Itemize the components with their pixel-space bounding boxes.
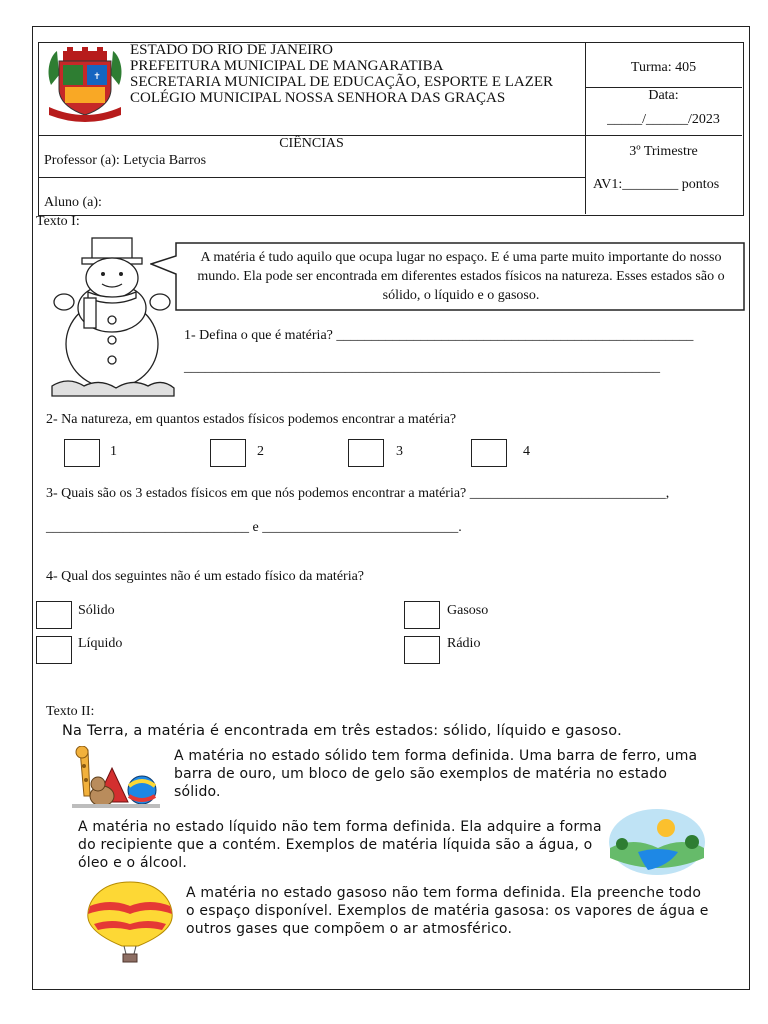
option-label: 2 xyxy=(257,444,264,459)
question-2: 2- Na natureza, em quantos estados físicos podemos encontrar a matéria? xyxy=(46,412,457,427)
question-3: 3- Quais são os 3 estados físicos em que nós podemos encontrar a matéria? ____________________________, xyxy=(46,486,670,501)
student-field[interactable]: Aluno (a): xyxy=(44,195,102,210)
option-label: 1 xyxy=(110,444,117,459)
option-label: 4 xyxy=(523,444,530,459)
checkbox-solid[interactable] xyxy=(36,601,72,629)
checkbox-radio[interactable] xyxy=(404,636,440,664)
professor-label: Professor (a): Letycia Barros xyxy=(44,153,207,168)
checkbox-option-3[interactable] xyxy=(348,439,384,467)
school-line: COLÉGIO MUNICIPAL NOSSA SENHORA DAS GRAÇAS xyxy=(130,90,506,106)
question-1: 1- Defina o que é matéria? ___________________________________________________ xyxy=(184,328,694,343)
liquid-paragraph: A matéria no estado líquido não tem forma definida. Ela adquire a forma do recipiente que a contém. Exemplos de matéria líquida são a água, o óleo e o álcool. xyxy=(78,819,602,871)
option-label: 3 xyxy=(396,444,403,459)
turma-label: Turma: 405 xyxy=(630,60,697,75)
answer-line-3[interactable]: _____________________________ e ____________________________. xyxy=(46,520,462,535)
option-label: Gasoso xyxy=(447,603,489,618)
solid-paragraph: A matéria no estado sólido tem forma definida. Uma barra de ferro, uma barra de ouro, um bloco de gelo são exemplos de matéria no estado sólido. xyxy=(174,748,698,800)
checkbox-option-4[interactable] xyxy=(471,439,507,467)
gas-paragraph: A matéria no estado gasoso não tem forma definida. Ela preenche todo o espaço disponível. Exemplos de matéria gasosa: os vapores de água e outros gases que compõem o ar atmosférico. xyxy=(186,885,709,937)
toys-icon xyxy=(72,746,160,810)
school-info xyxy=(130,42,590,106)
state-line: ESTADO DO RIO DE JANEIRO xyxy=(130,42,333,58)
checkbox-option-1[interactable] xyxy=(64,439,100,467)
text2-label: Texto II: xyxy=(46,704,95,719)
header-divider xyxy=(38,177,585,178)
text2-intro: Na Terra, a matéria é encontrada em três estados: sólido, líquido e gasoso. xyxy=(62,723,622,739)
lake-landscape-icon xyxy=(608,808,706,876)
score-field[interactable]: AV1:________ pontos xyxy=(593,177,720,192)
checkbox-liquid[interactable] xyxy=(36,636,72,664)
subject-title: CIÊNCIAS xyxy=(279,136,344,151)
hot-air-balloon-icon xyxy=(84,880,176,964)
checkbox-option-2[interactable] xyxy=(210,439,246,467)
option-label: Rádio xyxy=(447,636,481,651)
bubble-text: A matéria é tudo aquilo que ocupa lugar no espaço. E é uma parte muito importante do nosso mundo. Ela pode ser encontrada em diferentes estados físicos na natureza. Esses estados são o sólido, o líquido e o gasoso. xyxy=(197,250,725,303)
checkbox-gas[interactable] xyxy=(404,601,440,629)
secretariat-line: SECRETARIA MUNICIPAL DE EDUCAÇÃO, ESPORTE E LAZER xyxy=(130,74,554,90)
svg-text:✝: ✝ xyxy=(93,72,101,82)
text1-label: Texto I: xyxy=(36,214,80,229)
trimester-label: 3º Trimestre xyxy=(629,144,698,159)
coat-of-arms-icon xyxy=(45,45,125,123)
date-field[interactable]: _____/______/2023 xyxy=(607,112,720,127)
prefecture-line: PREFEITURA MUNICIPAL DE MANGARATIBA xyxy=(130,58,444,74)
option-label: Sólido xyxy=(78,603,115,618)
answer-line-1[interactable]: ____________________________________________________________________ xyxy=(184,360,660,375)
question-4: 4- Qual dos seguintes não é um estado físico da matéria? xyxy=(46,569,365,584)
option-label: Líquido xyxy=(78,636,123,651)
date-label: Data: xyxy=(648,88,679,103)
